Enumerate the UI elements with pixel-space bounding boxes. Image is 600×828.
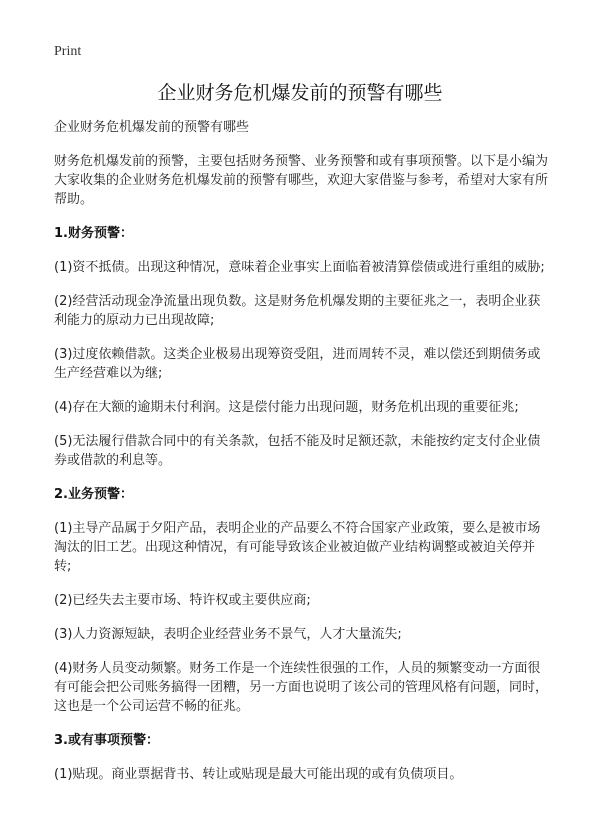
list-item: (1)资不抵债。出现这种情况，意味着企业事实上面临着被清算偿债或进行重组的威胁; [54,260,545,275]
print-link[interactable]: Print [54,44,82,59]
list-item: (4)财务人员变动频繁。财务工作是一个连续性很强的工作，人员的频繁变动一方面很有可能会把公司账务搞得一团糟，另一方面也说明了该公司的管理风格有问题，同时，这也是一个公司运营不畅的征兆。 [54,661,549,714]
article-subtitle: 企业财务危机爆发前的预警有哪些 [54,120,250,135]
page-title: 企业财务危机爆发前的预警有哪些 [157,82,443,104]
list-item: (3)过度依赖借款。这类企业极易出现筹资受阻，进而周转不灵，难以偿还到期债务或生产经营难以为继; [54,347,541,381]
list-item: (5)无法履行借款合同中的有关条款，包括不能及时足额还款，未能按约定支付企业债券或借款的利息等。 [54,434,541,468]
list-item: (4)存在大额的逾期未付利润。这是偿付能力出现问题，财务危机出现的重要征兆; [54,400,519,415]
section-heading-business: 2.业务预警： [54,487,133,502]
list-item: (2)经营活动现金净流量出现负数。这是财务危机爆发期的主要征兆之一，表明企业获利能力的原动力已出现故障; [54,294,541,328]
list-item: (2)已经失去主要市场、特许权或主要供应商; [54,593,311,608]
section-heading-financial: 1.财务预警： [54,226,133,241]
article-body [54,118,549,784]
intro-paragraph: 财务危机爆发前的预警，主要包括财务预警、业务预警和或有事项预警。以下是小编为大家收集的企业财务危机爆发前的预警有哪些，欢迎大家借鉴与参考，希望对大家有所帮助。 [54,154,549,207]
section-heading-contingent: 3.或有事项预警： [54,733,159,748]
list-item: (1)贴现。商业票据背书、转让或贴现是最大可能出现的或有负债项目。 [54,767,463,782]
list-item: (1)主导产品属于夕阳产品，表明企业的产品要么不符合国家产业政策，要么是被市场淘汰的旧工艺。出现这种情况，有可能导致该企业被迫做产业结构调整或被迫关停并转; [54,521,541,574]
list-item: (3)人力资源短缺，表明企业经营业务不景气，人才大量流失; [54,627,402,642]
